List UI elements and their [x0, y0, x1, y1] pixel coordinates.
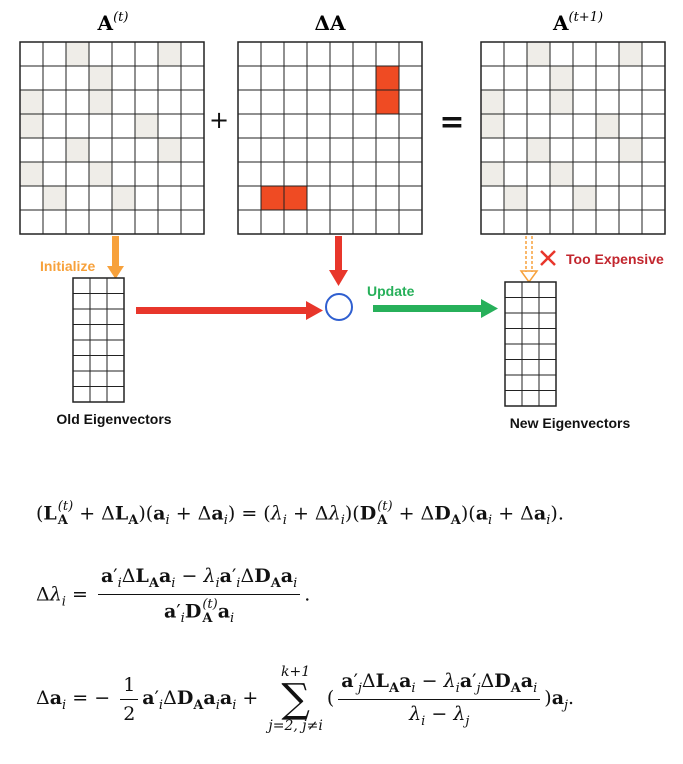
matrix-a-t1-cell [481, 114, 504, 138]
matrix-a-t1-cell [504, 42, 527, 66]
matrix-a-t1-cell [527, 138, 550, 162]
matrix-a-t-cell [89, 186, 112, 210]
matrix-delta-a-cell [238, 42, 261, 66]
old-eigenvectors-cell [73, 371, 90, 387]
matrix-a-t1-cell [527, 66, 550, 90]
matrix-a-t1-cell [619, 210, 642, 234]
matrix-a-t-cell [181, 114, 204, 138]
old-eigenvectors-label: Old Eigenvectors [56, 411, 172, 427]
matrix-delta-a-cell [284, 114, 307, 138]
matrix-a-t1-cell [619, 186, 642, 210]
matrix-delta-a-cell [353, 162, 376, 186]
matrix-a-t1-cell [642, 186, 665, 210]
matrix-a-t1-cell [573, 162, 596, 186]
matrix-a-t-cell [20, 42, 43, 66]
matrix-a-t-cell [135, 90, 158, 114]
matrix-delta-a-cell [399, 162, 422, 186]
matrix-delta-a-cell [284, 186, 307, 210]
initialize-arrow [107, 236, 124, 279]
matrix-delta-a-cell [376, 66, 399, 90]
matrix-delta-a-cell [353, 42, 376, 66]
matrix-delta-a-cell [399, 138, 422, 162]
matrix-a-t-cell [135, 42, 158, 66]
matrix-delta-a-cell [353, 186, 376, 210]
matrix-a-t1-cell [504, 162, 527, 186]
initialize-label: Initialize [40, 258, 96, 274]
matrix-a-t-cell [112, 186, 135, 210]
matrix-delta-a-cell [399, 90, 422, 114]
matrix-a-t1-cell [481, 210, 504, 234]
matrix-a-t-cell [66, 186, 89, 210]
matrix-a-t1-cell [550, 42, 573, 66]
matrix-a-t-cell [112, 210, 135, 234]
equation-eigen-problem: (L (t) A + $\Delta L_A)(a_i + \Delta a_i) = (\lambda_i + \Delta\lambda_i)(D$ (t) A + $\Delta D_A)(a_i + \Delta a_i)$. [36, 499, 564, 529]
update-node [326, 294, 352, 320]
matrix-a-t1 [481, 42, 665, 234]
new-eigenvectors-matrix [505, 282, 556, 406]
matrix-a-t-cell [112, 66, 135, 90]
old-eigenvectors-cell [73, 340, 90, 356]
matrix-a-t1-cell [504, 138, 527, 162]
matrix-a-t-cell [20, 114, 43, 138]
matrix-delta-a-cell [307, 162, 330, 186]
matrix-delta-a-cell [330, 186, 353, 210]
matrix-a-t1-cell [573, 210, 596, 234]
matrix-a-t1-cell [619, 90, 642, 114]
too-expensive-arrow [521, 236, 537, 282]
matrix-a-t-cell [112, 162, 135, 186]
matrix-delta-a-cell [284, 162, 307, 186]
matrix-delta-a-cell [353, 138, 376, 162]
matrix-delta-a-cell [261, 66, 284, 90]
matrix-delta-a-cell [376, 162, 399, 186]
matrix-a-t-cell [158, 210, 181, 234]
matrix-a-t-cell [112, 90, 135, 114]
matrix-delta-a-cell [353, 90, 376, 114]
new-eigenvectors-cell [522, 298, 539, 314]
matrix-a-t1-cell [481, 90, 504, 114]
new-eigenvectors-cell [522, 329, 539, 345]
matrix-a-t-cell [135, 162, 158, 186]
matrix-delta-a-cell [307, 66, 330, 90]
matrix-a-t1-cell [642, 66, 665, 90]
matrix-a-t1-cell [619, 114, 642, 138]
new-eigenvectors-cell [539, 344, 556, 360]
matrix-a-t1-cell [573, 42, 596, 66]
matrix-a-t1-cell [527, 42, 550, 66]
matrix-delta-a-cell [330, 114, 353, 138]
matrix-delta-a-cell [330, 66, 353, 90]
matrix-a-t-cell [135, 210, 158, 234]
new-eigenvectors-cell [539, 282, 556, 298]
matrix-delta-a-cell [330, 138, 353, 162]
matrix-a-t-cell [20, 162, 43, 186]
old-eigenvectors-cell [107, 325, 124, 341]
matrix-a-t1-cell [642, 162, 665, 186]
matrix-a-t-cell [89, 90, 112, 114]
matrix-a-t-cell [158, 186, 181, 210]
matrix-a-t-cell [20, 90, 43, 114]
matrix-delta-a-cell [238, 162, 261, 186]
old-eigenvectors-cell [107, 387, 124, 403]
matrix-delta-a-cell [376, 90, 399, 114]
delta-a-arrow [329, 236, 348, 286]
matrix-a-t-cell [43, 42, 66, 66]
matrix-a-t1-cell [642, 90, 665, 114]
matrix-a-t1-cell [619, 162, 642, 186]
new-eigenvectors-cell [522, 313, 539, 329]
matrix-delta-a-cell [353, 114, 376, 138]
matrix-a-t1-cell [642, 114, 665, 138]
new-eigenvectors-label: New Eigenvectors [509, 415, 631, 431]
old-eigenvectors-cell [73, 278, 90, 294]
matrix-a-t-cell [158, 66, 181, 90]
matrix-a-t-cell [43, 114, 66, 138]
matrix-a-t-cell [181, 186, 204, 210]
matrix-delta-a-cell [399, 210, 422, 234]
matrix-a-t-cell [158, 162, 181, 186]
matrix-a-t1-cell [596, 138, 619, 162]
equals-sign: = [439, 105, 465, 140]
matrix-a-t-cell [135, 66, 158, 90]
matrix-a-t1-cell [550, 162, 573, 186]
matrix-a-t-cell [112, 114, 135, 138]
old-eigenvectors-cell [90, 371, 107, 387]
new-eigenvectors-cell [522, 344, 539, 360]
matrix-delta-a-cell [261, 186, 284, 210]
matrix-delta-a-cell [307, 210, 330, 234]
matrix-a-t-cell [43, 186, 66, 210]
matrix-a-t-cell [112, 42, 135, 66]
old-eigenvectors-cell [73, 294, 90, 310]
matrix-a-t-cell [89, 42, 112, 66]
matrix-a-t1-cell [573, 186, 596, 210]
matrix-delta-a-cell [284, 138, 307, 162]
old-eigenvectors-cell [90, 356, 107, 372]
matrix-delta-a-cell [238, 66, 261, 90]
new-eigenvectors-cell [539, 360, 556, 376]
old-eigenvectors-cell [107, 278, 124, 294]
matrix-a-t1-cell [573, 138, 596, 162]
matrix-delta-a-cell [307, 186, 330, 210]
old-eigenvectors-matrix [73, 278, 124, 402]
old-eigenvectors-cell [73, 387, 90, 403]
matrix-delta-a-cell [399, 42, 422, 66]
matrix-delta-a-cell [307, 138, 330, 162]
matrix-a-t1-cell [481, 138, 504, 162]
new-eigenvectors-cell [505, 360, 522, 376]
matrix-delta-a-cell [284, 90, 307, 114]
matrix-a-t1-cell [527, 90, 550, 114]
matrix-a-t-cell [112, 138, 135, 162]
new-eigenvectors-cell [505, 282, 522, 298]
new-eigenvectors-cell [522, 360, 539, 376]
matrix-a-t1-cell [642, 42, 665, 66]
old-eigenvectors-cell [90, 278, 107, 294]
matrix-a-t-cell [158, 138, 181, 162]
matrix-delta-a-cell [238, 186, 261, 210]
new-eigenvectors-cell [539, 391, 556, 407]
old-eigenvectors-cell [107, 309, 124, 325]
old-eigenvectors-cell [73, 356, 90, 372]
matrix-a-t1-cell [619, 42, 642, 66]
matrix-a-t-cell [66, 66, 89, 90]
new-eigenvectors-cell [505, 391, 522, 407]
new-eigenvectors-cell [522, 375, 539, 391]
matrix-a-t-cell [43, 162, 66, 186]
matrix-a-t-cell [135, 114, 158, 138]
matrix-a-t-cell [89, 210, 112, 234]
close-icon [541, 251, 555, 265]
matrix-a-t1-cell [481, 42, 504, 66]
matrix-a-t-cell [181, 90, 204, 114]
new-eigenvectors-cell [539, 313, 556, 329]
matrix-a-t-cell [43, 138, 66, 162]
matrix-a-t-cell [181, 210, 204, 234]
matrix-a-t-cell [66, 42, 89, 66]
matrix-a-t-cell [181, 66, 204, 90]
matrix-delta-a-cell [353, 66, 376, 90]
matrix-a-t1-cell [504, 186, 527, 210]
matrix-delta-a-cell [307, 114, 330, 138]
old-eigenvectors-cell [73, 309, 90, 325]
matrix-a-t1-cell [550, 66, 573, 90]
matrix-a-t1-cell [642, 210, 665, 234]
matrix-delta-a-cell [330, 42, 353, 66]
matrix-a-t1-cell [550, 210, 573, 234]
matrix-delta-a-cell [261, 42, 284, 66]
matrix-a-t-cell [89, 66, 112, 90]
matrix-a-t-cell [158, 114, 181, 138]
matrix-delta-a-cell [238, 138, 261, 162]
new-eigenvectors-cell [522, 282, 539, 298]
matrix-a-t1-cell [504, 114, 527, 138]
new-eigenvectors-cell [522, 391, 539, 407]
matrix-delta-a-cell [330, 162, 353, 186]
matrix-a-t-cell [89, 114, 112, 138]
matrix-a-t-cell [20, 186, 43, 210]
matrix-delta-a-cell [330, 90, 353, 114]
matrix-a-t-cell [181, 42, 204, 66]
matrix-delta-a-cell [307, 90, 330, 114]
matrix-label-a-t1: $A^{(t+1)}$ [552, 10, 604, 35]
matrix-a-t1-cell [596, 66, 619, 90]
matrix-a-t-cell [43, 90, 66, 114]
matrix-a-t1-cell [596, 162, 619, 186]
plus-sign: + [208, 106, 230, 134]
matrix-a-t1-cell [527, 162, 550, 186]
matrix-delta-a-cell [261, 162, 284, 186]
matrix-a-t-cell [89, 162, 112, 186]
matrix-a-t-cell [135, 138, 158, 162]
matrix-a-t-cell [66, 114, 89, 138]
matrix-a-t-cell [66, 90, 89, 114]
matrix-delta-a-cell [399, 114, 422, 138]
too-expensive-label: Too Expensive [566, 251, 664, 267]
old-eigenvectors-cell [73, 325, 90, 341]
new-eigenvectors-cell [505, 375, 522, 391]
update-label: Update [367, 283, 415, 299]
matrix-a-t1-cell [573, 114, 596, 138]
matrix-a-t-cell [181, 162, 204, 186]
matrix-a-t-cell [66, 138, 89, 162]
matrix-a-t1-cell [550, 138, 573, 162]
matrix-a-t1-cell [527, 210, 550, 234]
old-to-update-arrow [136, 301, 323, 320]
matrix-delta-a-cell [261, 114, 284, 138]
matrix-delta-a-cell [399, 186, 422, 210]
matrix-a-t1-cell [550, 186, 573, 210]
old-eigenvectors-cell [90, 387, 107, 403]
matrix-delta-a-cell [284, 42, 307, 66]
matrix-a-t1-cell [481, 186, 504, 210]
matrix-a-t1-cell [596, 114, 619, 138]
matrix-delta-a-cell [238, 90, 261, 114]
matrix-a-t [20, 42, 204, 234]
new-eigenvectors-cell [505, 344, 522, 360]
equation-delta-a: $\Delta a_i$ = − $\frac{1}{2}$ $a'_i\Delta D_Aa_ia_i$ + k+1 ∑ j=2, j≠i ( $\frac{a'_j\Delta L_Aa_i - \lambda_ia'_j\Delta D_Aa_i}{\lambda_i - \lambda_j}$ )$a_j$. [36, 664, 575, 734]
matrix-a-t1-cell [619, 138, 642, 162]
matrix-delta-a-cell [376, 138, 399, 162]
matrix-delta-a-cell [261, 210, 284, 234]
matrix-a-t-cell [181, 138, 204, 162]
matrix-a-t-cell [66, 162, 89, 186]
matrix-delta-a-cell [376, 114, 399, 138]
old-eigenvectors-cell [107, 340, 124, 356]
matrix-a-t-cell [89, 138, 112, 162]
matrix-delta-a-cell [353, 210, 376, 234]
matrix-delta-a [238, 42, 422, 234]
old-eigenvectors-cell [90, 340, 107, 356]
matrix-a-t-cell [20, 138, 43, 162]
matrix-label-a-t: $A^{(t)}$ [97, 10, 129, 35]
old-eigenvectors-cell [107, 294, 124, 310]
matrix-a-t1-cell [550, 90, 573, 114]
matrix-a-t-cell [20, 66, 43, 90]
matrix-delta-a-cell [376, 42, 399, 66]
matrix-delta-a-cell [238, 114, 261, 138]
matrix-delta-a-cell [261, 90, 284, 114]
matrix-delta-a-cell [284, 66, 307, 90]
matrix-a-t1-cell [619, 66, 642, 90]
matrix-delta-a-cell [284, 210, 307, 234]
matrix-a-t1-cell [504, 90, 527, 114]
old-eigenvectors-cell [107, 371, 124, 387]
new-eigenvectors-cell [505, 313, 522, 329]
matrix-a-t1-cell [527, 114, 550, 138]
matrix-label-delta-a: ΔA [314, 11, 346, 35]
matrix-a-t-cell [158, 90, 181, 114]
old-eigenvectors-cell [107, 356, 124, 372]
matrix-a-t1-cell [504, 66, 527, 90]
matrix-a-t1-cell [573, 66, 596, 90]
old-eigenvectors-cell [90, 294, 107, 310]
matrix-delta-a-cell [261, 138, 284, 162]
matrix-a-t-cell [158, 42, 181, 66]
matrix-a-t-cell [43, 66, 66, 90]
matrix-delta-a-cell [238, 210, 261, 234]
matrix-a-t1-cell [573, 90, 596, 114]
new-eigenvectors-cell [539, 329, 556, 345]
matrix-a-t-cell [20, 210, 43, 234]
equation-delta-lambda: $\Delta\lambda_i$ = $a'_i\Delta L_Aa_i - \lambda_ia'_i\Delta D_Aa_i$ $a'_iD$ (t) A $a_i$ . [36, 565, 311, 627]
matrix-a-t1-cell [642, 138, 665, 162]
matrix-delta-a-cell [376, 210, 399, 234]
matrix-delta-a-cell [307, 42, 330, 66]
old-eigenvectors-cell [90, 325, 107, 341]
new-eigenvectors-cell [539, 298, 556, 314]
matrix-delta-a-cell [399, 66, 422, 90]
matrix-a-t1-cell [481, 66, 504, 90]
matrix-a-t-cell [135, 186, 158, 210]
matrix-a-t1-cell [596, 90, 619, 114]
matrix-delta-a-cell [376, 186, 399, 210]
matrix-a-t-cell [66, 210, 89, 234]
matrix-a-t1-cell [527, 186, 550, 210]
matrix-a-t1-cell [596, 186, 619, 210]
update-arrow [373, 299, 498, 318]
matrix-a-t1-cell [596, 42, 619, 66]
matrix-a-t-cell [43, 210, 66, 234]
matrix-a-t1-cell [596, 210, 619, 234]
matrix-a-t1-cell [504, 210, 527, 234]
new-eigenvectors-cell [539, 375, 556, 391]
matrix-a-t1-cell [550, 114, 573, 138]
new-eigenvectors-cell [505, 298, 522, 314]
old-eigenvectors-cell [90, 309, 107, 325]
matrix-a-t1-cell [481, 162, 504, 186]
matrix-delta-a-cell [330, 210, 353, 234]
new-eigenvectors-cell [505, 329, 522, 345]
